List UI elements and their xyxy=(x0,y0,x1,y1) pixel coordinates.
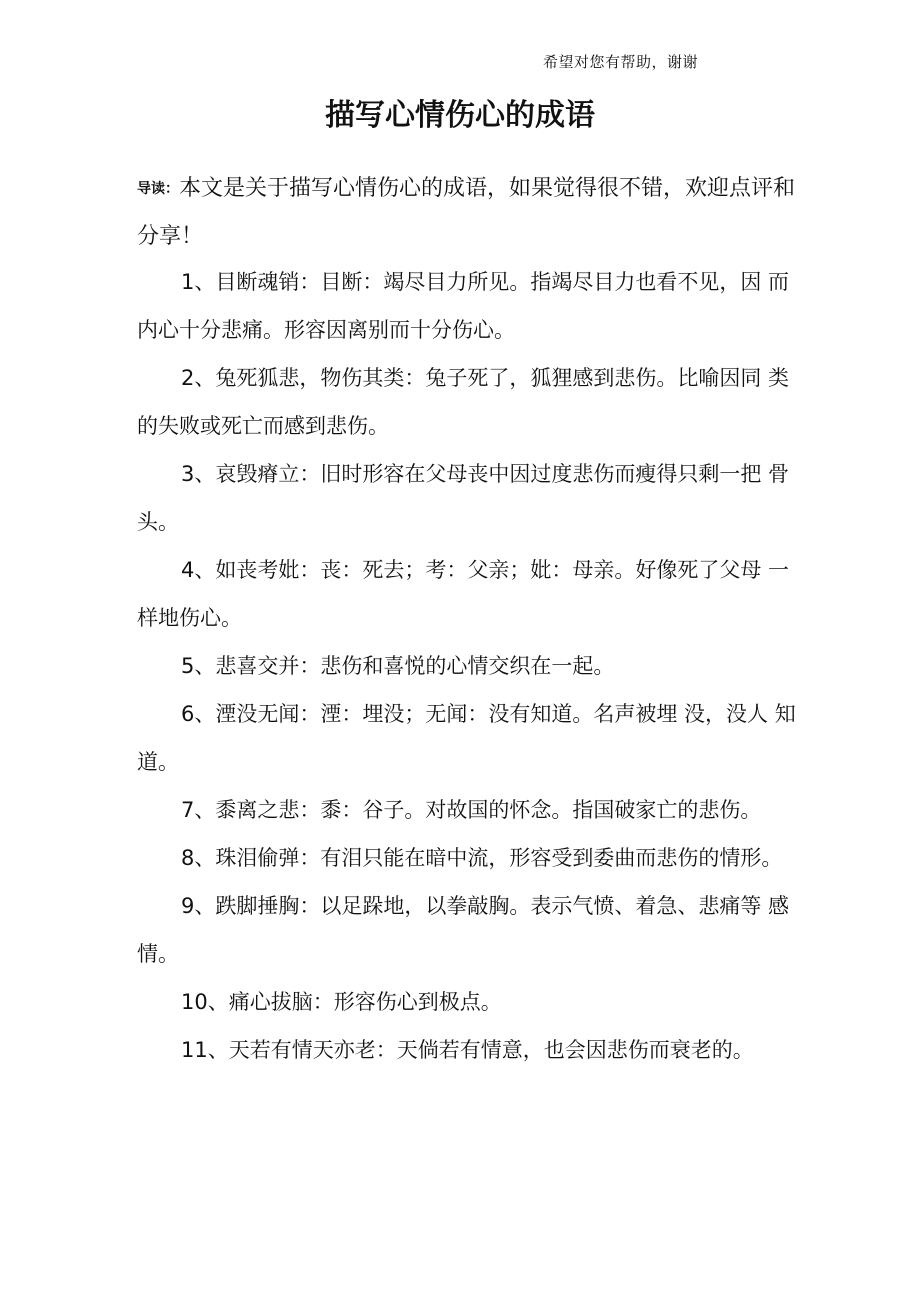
idiom-entry-8: 8、珠泪偷弹：有泪只能在暗中流，形容受到委曲而悲伤的情形。 xyxy=(181,846,783,870)
idiom-entry-9: 9、跌脚捶胸：以足跺地，以拳敲胸。表示气愤、着急、悲痛等 感情。 xyxy=(137,894,790,966)
idiom-entry-11: 11、天若有情天亦老：天倘若有情意，也会因悲伤而衰老的。 xyxy=(181,1038,754,1062)
idiom-entry-7: 7、黍离之悲：黍：谷子。对故国的怀念。指国破家亡的悲伤。 xyxy=(181,798,762,822)
idiom-entry-3: 3、哀毁瘠立：旧时形容在父母丧中因过度悲伤而瘦得只剩一把 骨头。 xyxy=(137,462,790,534)
intro-text: 本文是关于描写心情伤心的成语，如果觉得很不错，欢迎点评和分享！ xyxy=(137,176,796,249)
intro-paragraph xyxy=(137,165,797,261)
intro-label: 导读： xyxy=(137,181,179,197)
idiom-entry-2: 2、兔死狐悲，物伤其类：兔子死了，狐狸感到悲伤。比喻因同 类的失败或死亡而感到悲伤。 xyxy=(137,366,790,438)
idiom-entry-10: 10、痛心拔脑：形容伤心到极点。 xyxy=(181,990,502,1014)
idiom-entry-1: 1、目断魂销：目断：竭尽目力所见。指竭尽目力也看不见，因 而内心十分悲痛。形容因离别而十分伤心。 xyxy=(137,270,790,342)
idiom-entry-6: 6、湮没无闻：湮：埋没；无闻：没有知道。名声被埋 没，没人 知道。 xyxy=(137,702,796,774)
idiom-entry-5: 5、悲喜交并：悲伤和喜悦的心情交织在一起。 xyxy=(181,654,615,678)
document-title: 描写心情伤心的成语 xyxy=(325,98,595,133)
header-note: 希望对您有帮助，谢谢 xyxy=(543,53,699,71)
idiom-entry-4: 4、如丧考妣：丧：死去；考：父亲；妣：母亲。好像死了父母 一样地伤心。 xyxy=(137,558,790,630)
idiom-list xyxy=(137,258,797,1074)
